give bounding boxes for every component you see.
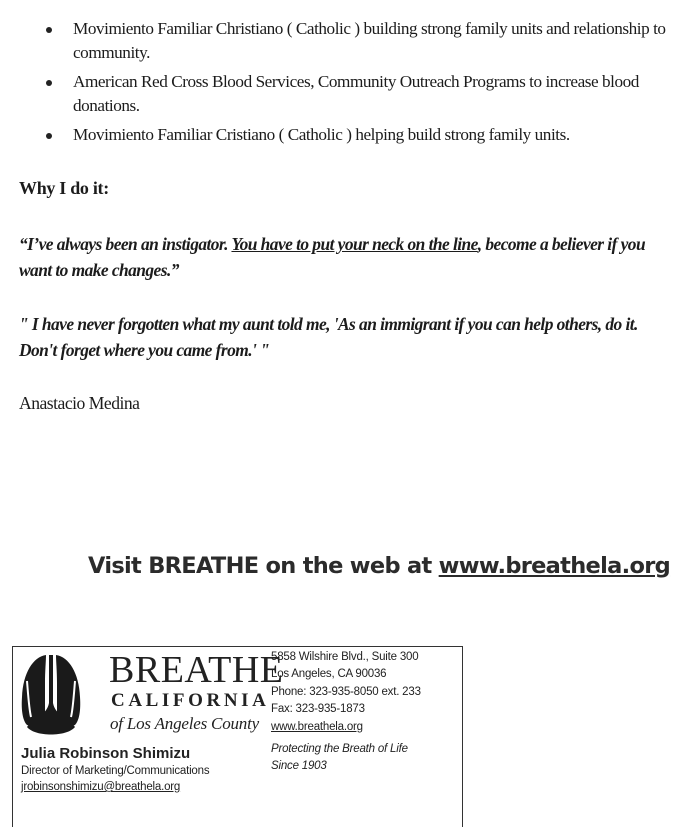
business-card: [12, 646, 463, 827]
fax-number: Fax: 323-935-1873: [271, 703, 365, 716]
quote-2: " I have never forgotten what my aunt told me, 'As an immigrant if you can help others, do it. Don't forget where you came from.' ": [19, 314, 638, 360]
quote-1-end: , become a believer if you want to make changes.”: [19, 234, 646, 280]
contact-person: [21, 744, 209, 795]
tagline-line-2: Since 1903: [271, 760, 327, 773]
quote-1: [19, 231, 659, 283]
activity-item: [0, 123, 696, 147]
brand-name: BREATHE: [109, 649, 284, 691]
address-line-2: Los Angeles, CA 90036: [271, 668, 387, 681]
visit-text: Visit BREATHE on the web at: [88, 553, 439, 579]
quote-1-start: “I’ve always been an instigator.: [19, 234, 232, 254]
person-name: Julia Robinson Shimizu: [21, 745, 191, 762]
person-email[interactable]: jrobinsonshimizu@breathela.org: [21, 781, 181, 793]
brand-state: CALIFORNIA: [111, 690, 270, 711]
website-link[interactable]: www.breathela.org: [271, 720, 363, 733]
visit-banner: [88, 553, 670, 579]
contact-info: [271, 649, 421, 775]
bullet-icon: [46, 27, 52, 33]
bullet-icon: [46, 133, 52, 139]
tagline-line-1: Protecting the Breath of Life: [271, 743, 408, 756]
tagline: [271, 741, 421, 775]
lungs-icon: [19, 653, 83, 737]
person-title: Director of Marketing/Communications: [21, 765, 210, 777]
brand-logo-text: [109, 651, 284, 735]
address-line-1: 5858 Wilshire Blvd., Suite 300: [271, 651, 419, 663]
activity-item: [0, 70, 696, 118]
quote-1-underlined: You have to put your neck on the line: [231, 234, 478, 254]
activity-item: [0, 17, 696, 65]
visit-link[interactable]: www.breathela.org: [438, 553, 671, 579]
activity-text: American Red Cross Blood Services, Community Outreach Programs to increase blood donations.: [73, 72, 639, 115]
brand-county: of Los Angeles County: [110, 714, 259, 733]
author-name: Anastacio Medina: [19, 393, 140, 413]
phone-number: Phone: 323-935-8050 ext. 233: [271, 685, 421, 698]
activities-list: [0, 17, 696, 152]
activity-text: Movimiento Familiar Christiano ( Catholic ) building strong family units and relationship to community.: [73, 19, 666, 62]
bullet-icon: [46, 80, 52, 86]
activity-text: Movimiento Familiar Cristiano ( Catholic ) helping build strong family units.: [73, 125, 570, 144]
why-heading: Why I do it:: [19, 178, 109, 198]
